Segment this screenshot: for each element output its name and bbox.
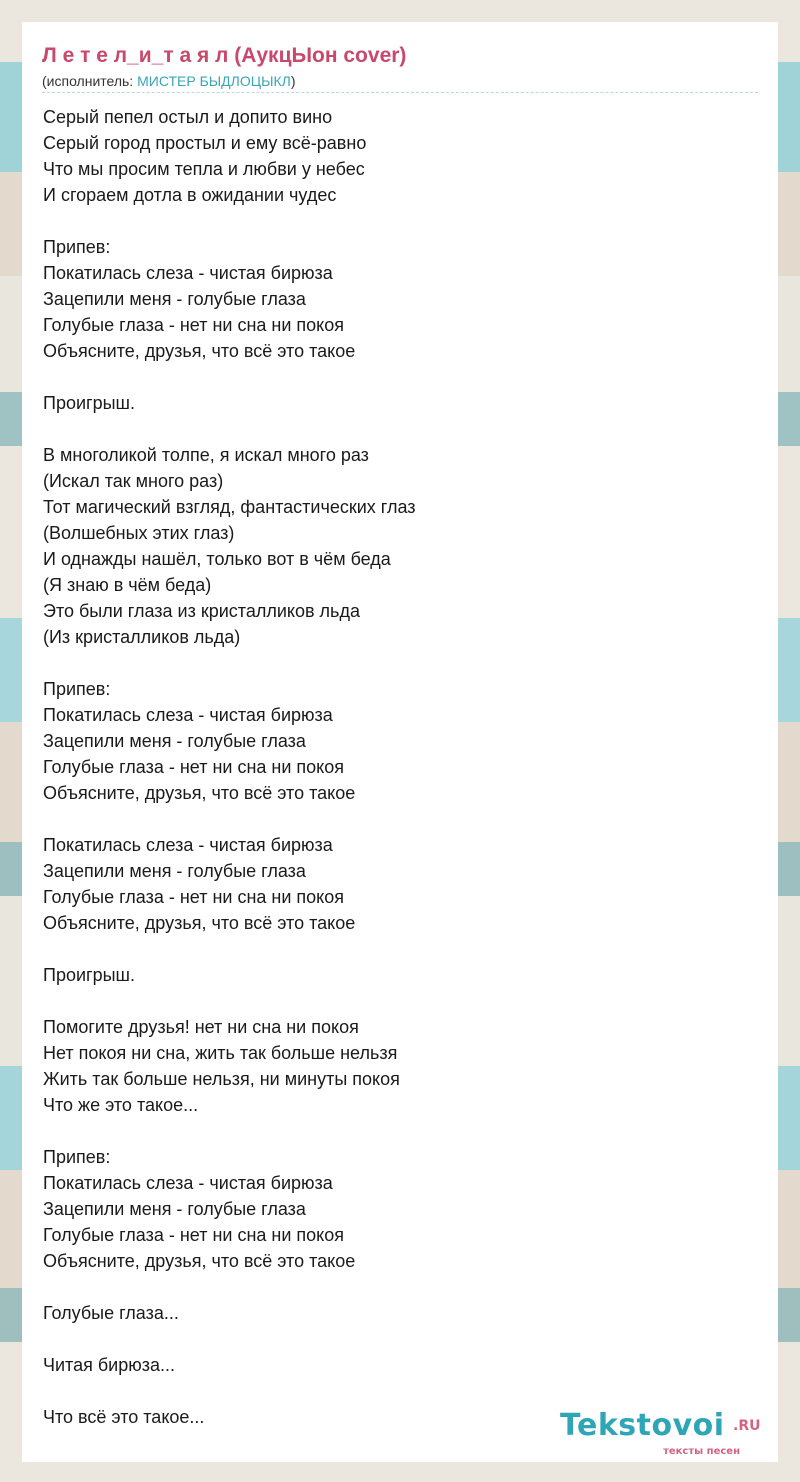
- lyrics-line: И однажды нашёл, только вот в чём беда: [43, 549, 391, 569]
- song-title: Л е т е л_и_т а я л (АукцЫон cover): [42, 44, 407, 67]
- lyrics-line: Объясните, друзья, что всё это такое: [43, 783, 356, 803]
- lyrics-text: [43, 104, 743, 1430]
- lyrics-line: Тот магический взгляд, фантастических глаз: [43, 497, 416, 517]
- lyrics-blank-line: [43, 806, 743, 832]
- lyrics-blank-line: [43, 936, 743, 962]
- lyrics-blank-line: [43, 1118, 743, 1144]
- lyrics-line: Зацепили меня - голубые глаза: [43, 861, 306, 881]
- lyrics-line: (Волшебных этих глаз): [43, 523, 235, 543]
- lyrics-line: Серый город простыл и ему всё-равно: [43, 133, 367, 153]
- lyrics-line: Это были глаза из кристалликов льда: [43, 601, 360, 621]
- lyrics-line: И сгораем дотла в ожидании чудес: [43, 185, 337, 205]
- lyrics-blank-line: [43, 988, 743, 1014]
- lyrics-line: Что мы просим тепла и любви у небес: [43, 159, 365, 179]
- logo-wordmark: Tekstovoi: [560, 1408, 725, 1443]
- lyrics-line: (Из кристалликов льда): [43, 627, 241, 647]
- lyrics-line: Объясните, друзья, что всё это такое: [43, 341, 356, 361]
- lyrics-line: Голубые глаза - нет ни сна ни покоя: [43, 757, 344, 777]
- header-divider: [42, 92, 758, 93]
- lyrics-line: (Искал так много раз): [43, 471, 224, 491]
- lyrics-line: Зацепили меня - голубые глаза: [43, 1199, 306, 1219]
- lyrics-line: Голубые глаза - нет ни сна ни покоя: [43, 887, 344, 907]
- lyrics-line: Проигрыш.: [43, 965, 135, 985]
- lyrics-line: Помогите друзья! нет ни сна ни покоя: [43, 1017, 359, 1037]
- lyrics-line: Объясните, друзья, что всё это такое: [43, 1251, 356, 1271]
- lyrics-blank-line: [43, 650, 743, 676]
- logo-tagline: тексты песен: [663, 1446, 740, 1457]
- lyrics-line: Припев:: [43, 679, 111, 699]
- lyrics-line: Припев:: [43, 1147, 111, 1167]
- lyrics-line: Жить так больше нельзя, ни минуты покоя: [43, 1069, 400, 1089]
- lyrics-blank-line: [43, 1274, 743, 1300]
- lyrics-line: Покатилась слеза - чистая бирюза: [43, 835, 333, 855]
- logo-tld: .RU: [733, 1418, 761, 1434]
- lyrics-blank-line: [43, 416, 743, 442]
- lyrics-line: Зацепили меня - голубые глаза: [43, 289, 306, 309]
- lyrics-line: Объясните, друзья, что всё это такое: [43, 913, 356, 933]
- site-logo[interactable]: [560, 1400, 770, 1462]
- lyrics-line: Серый пепел остыл и допито вино: [43, 107, 333, 127]
- artist-line: [42, 73, 296, 89]
- lyrics-line: Что всё это такое...: [43, 1407, 205, 1427]
- lyrics-line: В многоликой толпе, я искал много раз: [43, 445, 369, 465]
- lyrics-card: [22, 22, 778, 1462]
- lyrics-line: Покатилась слеза - чистая бирюза: [43, 263, 333, 283]
- lyrics-line: Читая бирюза...: [43, 1355, 175, 1375]
- lyrics-line: Припев:: [43, 237, 111, 257]
- lyrics-line: (Я знаю в чём беда): [43, 575, 212, 595]
- lyrics-line: Зацепили меня - голубые глаза: [43, 731, 306, 751]
- lyrics-blank-line: [43, 364, 743, 390]
- artist-prefix: (исполнитель:: [42, 73, 138, 89]
- artist-suffix: ): [290, 73, 296, 89]
- lyrics-blank-line: [43, 208, 743, 234]
- lyrics-line: Что же это такое...: [43, 1095, 199, 1115]
- lyrics-line: Нет покоя ни сна, жить так больше нельзя: [43, 1043, 398, 1063]
- lyrics-line: Голубые глаза...: [43, 1303, 179, 1323]
- lyrics-line: Проигрыш.: [43, 393, 135, 413]
- lyrics-line: Покатилась слеза - чистая бирюза: [43, 1173, 333, 1193]
- lyrics-blank-line: [43, 1326, 743, 1352]
- lyrics-line: Покатилась слеза - чистая бирюза: [43, 705, 333, 725]
- artist-link[interactable]: МИСТЕР БЫДЛОЦЫКЛ: [137, 73, 291, 89]
- lyrics-line: Голубые глаза - нет ни сна ни покоя: [43, 1225, 344, 1245]
- lyrics-line: Голубые глаза - нет ни сна ни покоя: [43, 315, 344, 335]
